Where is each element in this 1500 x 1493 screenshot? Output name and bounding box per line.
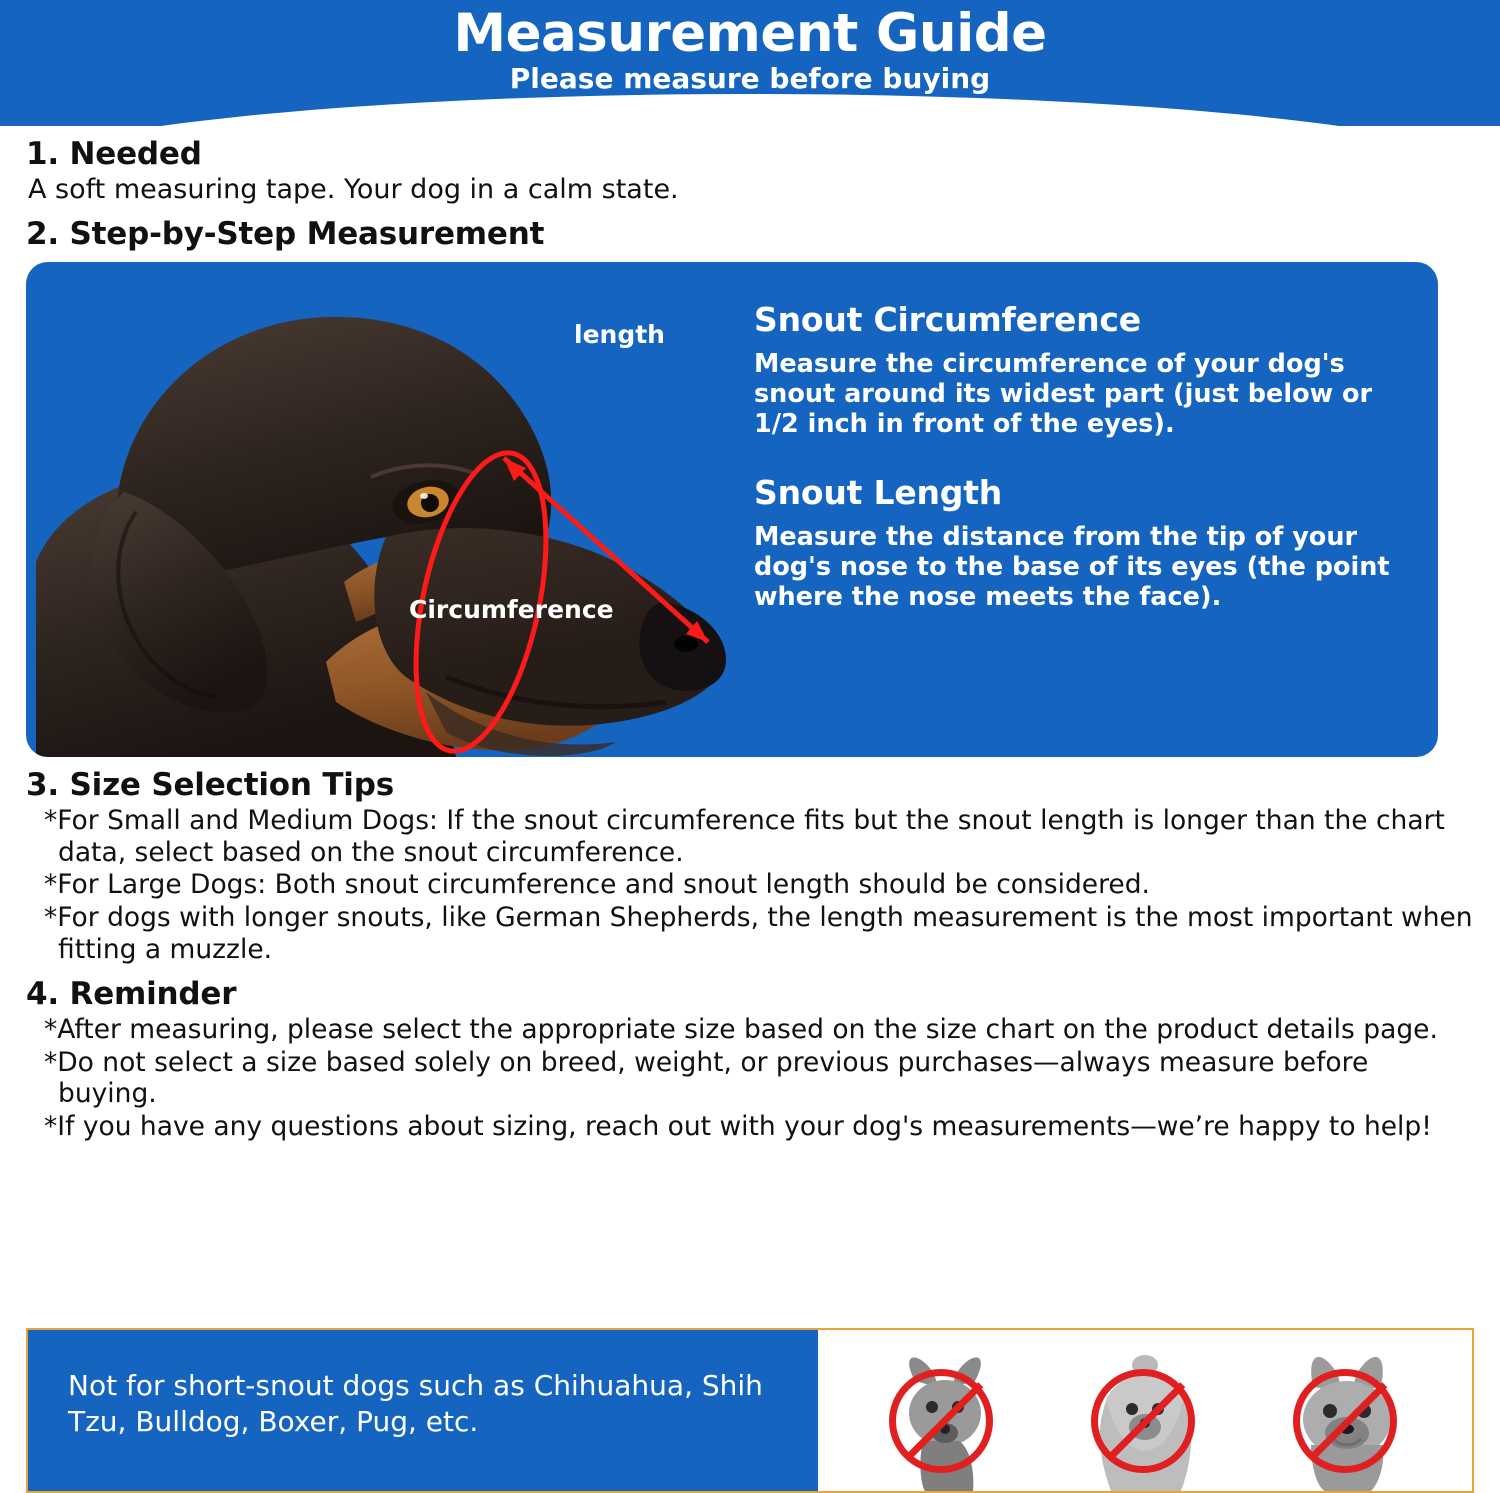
page-title: Measurement Guide bbox=[453, 3, 1047, 64]
prohibition-icon bbox=[1091, 1369, 1195, 1473]
section-needed-text: A soft measuring tape. Your dog in a calm state. bbox=[28, 174, 679, 205]
list-item: *Do not select a size based solely on breed, weight, or previous purchases—always measure before buying. bbox=[44, 1046, 1369, 1110]
measurement-diagram-panel bbox=[26, 262, 1438, 757]
section-needed-heading: 1. Needed bbox=[26, 136, 202, 172]
section-reminder-heading: 4. Reminder bbox=[26, 975, 237, 1012]
list-item: *For dogs with longer snouts, like German Shepherds, the length measurement is the most important when fitting a muzzle. bbox=[44, 902, 1473, 966]
chihuahua-thumbnail bbox=[863, 1341, 1023, 1491]
excluded-breeds-images bbox=[818, 1330, 1472, 1491]
page-header bbox=[0, 0, 1500, 126]
shih-tzu-thumbnail bbox=[1065, 1341, 1225, 1491]
lower-content bbox=[0, 767, 1500, 1143]
dog-photo-area bbox=[26, 262, 726, 757]
main-content bbox=[0, 136, 1500, 252]
list-item: *For Large Dogs: Both snout circumference and snout length should be considered. bbox=[44, 869, 1150, 901]
prohibition-icon bbox=[1293, 1369, 1397, 1473]
size-tips-list bbox=[36, 805, 1474, 966]
list-item: *After measuring, please select the appropriate size based on the size chart on the product details page. bbox=[44, 1013, 1438, 1045]
list-item: *If you have any questions about sizing, reach out with your dog's measurements—we’re happy to help! bbox=[44, 1111, 1432, 1143]
length-label: length bbox=[574, 319, 665, 349]
section-step-heading: 2. Step-by-Step Measurement bbox=[26, 215, 545, 252]
french-bulldog-thumbnail bbox=[1267, 1341, 1427, 1491]
snout-length-text: Measure the distance from the tip of your dog's nose to the base of its eyes (the point where the nose meets the face). bbox=[754, 522, 1390, 613]
warning-banner bbox=[26, 1328, 1474, 1493]
list-item: *For Small and Medium Dogs: If the snout circumference fits but the snout length is longer than the chart data, select based on the snout circumference. bbox=[44, 804, 1445, 868]
reminder-list bbox=[36, 1014, 1474, 1143]
diagram-text-column bbox=[726, 262, 1438, 757]
snout-length-heading: Snout Length bbox=[754, 473, 1003, 513]
section-size-tips-heading: 3. Size Selection Tips bbox=[26, 766, 394, 803]
warning-text: Not for short-snout dogs such as Chihuahua, Shih Tzu, Bulldog, Boxer, Pug, etc. bbox=[68, 1369, 763, 1439]
snout-circumference-heading: Snout Circumference bbox=[754, 299, 1141, 339]
snout-circumference-text: Measure the circumference of your dog's snout around its widest part (just below or 1/2 inch in front of the eyes). bbox=[754, 348, 1373, 440]
prohibition-icon bbox=[889, 1369, 993, 1473]
header-curve-decoration bbox=[0, 94, 1500, 126]
circumference-label: Circumference bbox=[409, 594, 614, 624]
page-subtitle: Please measure before buying bbox=[509, 61, 991, 95]
